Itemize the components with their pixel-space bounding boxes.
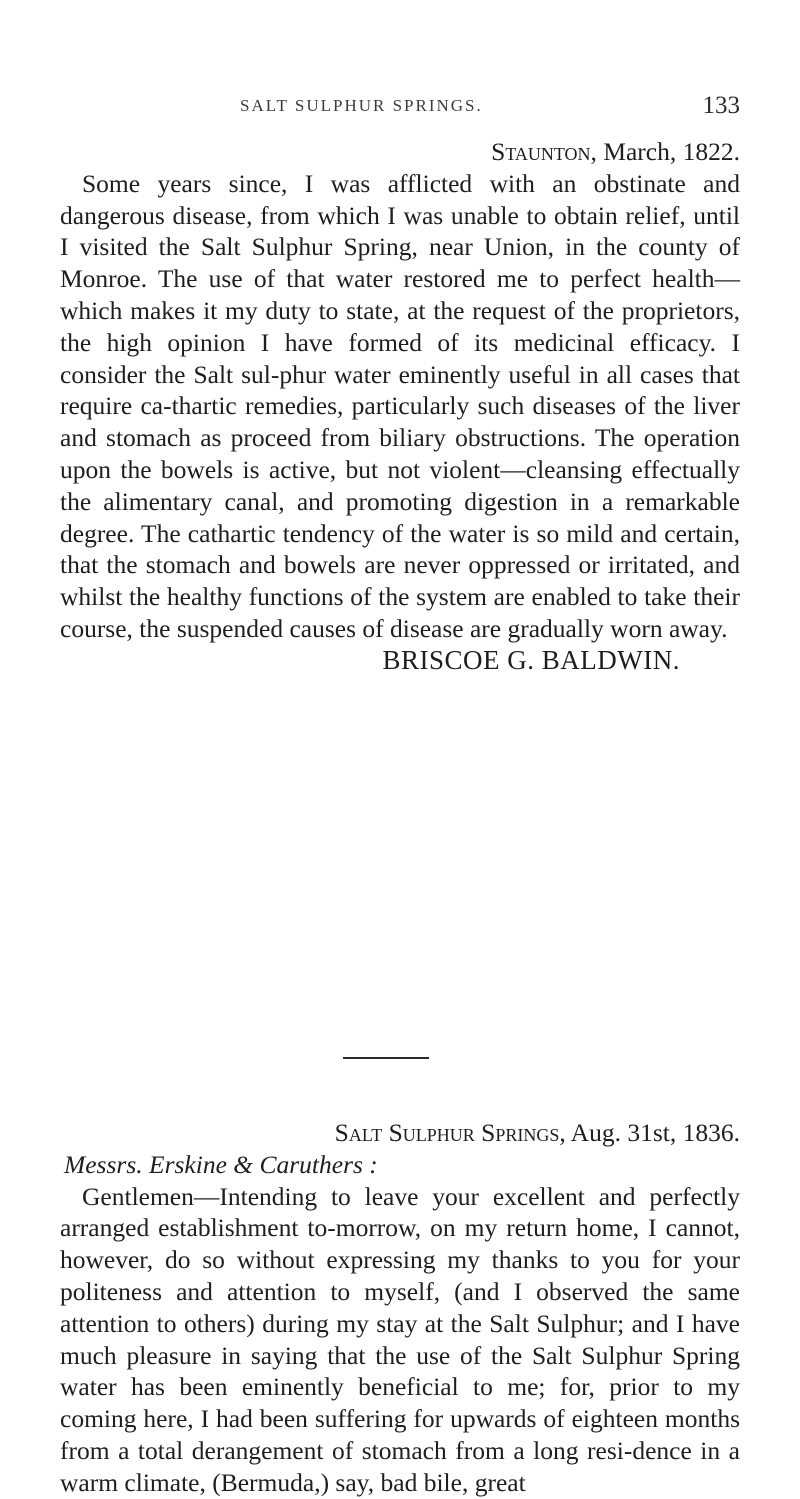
- page-header: [240, 92, 740, 122]
- letter1-body: Some years since, I was afflicted with an obstinate and dangerous disease, from which I was unable to obtain relief, until I visited the Salt Sulphur Spring, near Union, in the county of Monroe. The use of that water restored me to perfect health—which makes it my duty to state, at the request of the proprietors, the high opinion I have formed of its medicinal efficacy. I consider the Salt sul-phur water eminently useful in all cases that require ca-thartic remedies, particularly such diseases of the liver and stomach as proceed from biliary obstructions. The operation upon the bowels is active, but not violent—cleansing effectually the alimentary canal, and promoting digestion in a remarkable degree. The cathartic tendency of the water is so mild and certain, that the stomach and bowels are never oppressed or irritated, and whilst the healthy functions of the system are enabled to take their course, the suspended causes of disease are gradually worn away.: [60, 168, 740, 643]
- section-divider: [343, 1057, 429, 1059]
- letter2-body: Gentlemen—Intending to leave your excellent and perfectly arranged establishment to-morrow, on my return home, I cannot, however, do so without expressing my thanks to you for your politeness and attention to myself, (and I observed the same attention to others) during my stay at the Salt Sulphur; and I have much pleasure in saying that the use of the Salt Sulphur Spring water has been eminently beneficial to me; for, prior to my coming here, I had been suffering for upwards of eighteen months from a total derangement of stomach from a long resi-dence in a warm climate, (Bermuda,) say, bad bile, great: [60, 1181, 740, 1497]
- letter2-dateline-date: Aug. 31st, 1836.: [565, 1118, 740, 1147]
- letter1-dateline-place: Staunton,: [491, 137, 597, 166]
- running-head: SALT SULPHUR SPRINGS.: [240, 96, 483, 115]
- letter1-signature: BRISCOE G. BALDWIN.: [382, 644, 680, 675]
- page-number: 133: [702, 92, 740, 119]
- letter2-dateline-place: Salt Sulphur Springs,: [334, 1118, 566, 1147]
- letter2-salutation: Messrs. Erskine & Caruthers :: [64, 1149, 378, 1179]
- letter2-dateline: [60, 1117, 740, 1149]
- letter1-dateline-date: March, 1822.: [596, 137, 740, 166]
- letter-baldwin: [60, 136, 740, 677]
- letter1-dateline: [60, 136, 740, 168]
